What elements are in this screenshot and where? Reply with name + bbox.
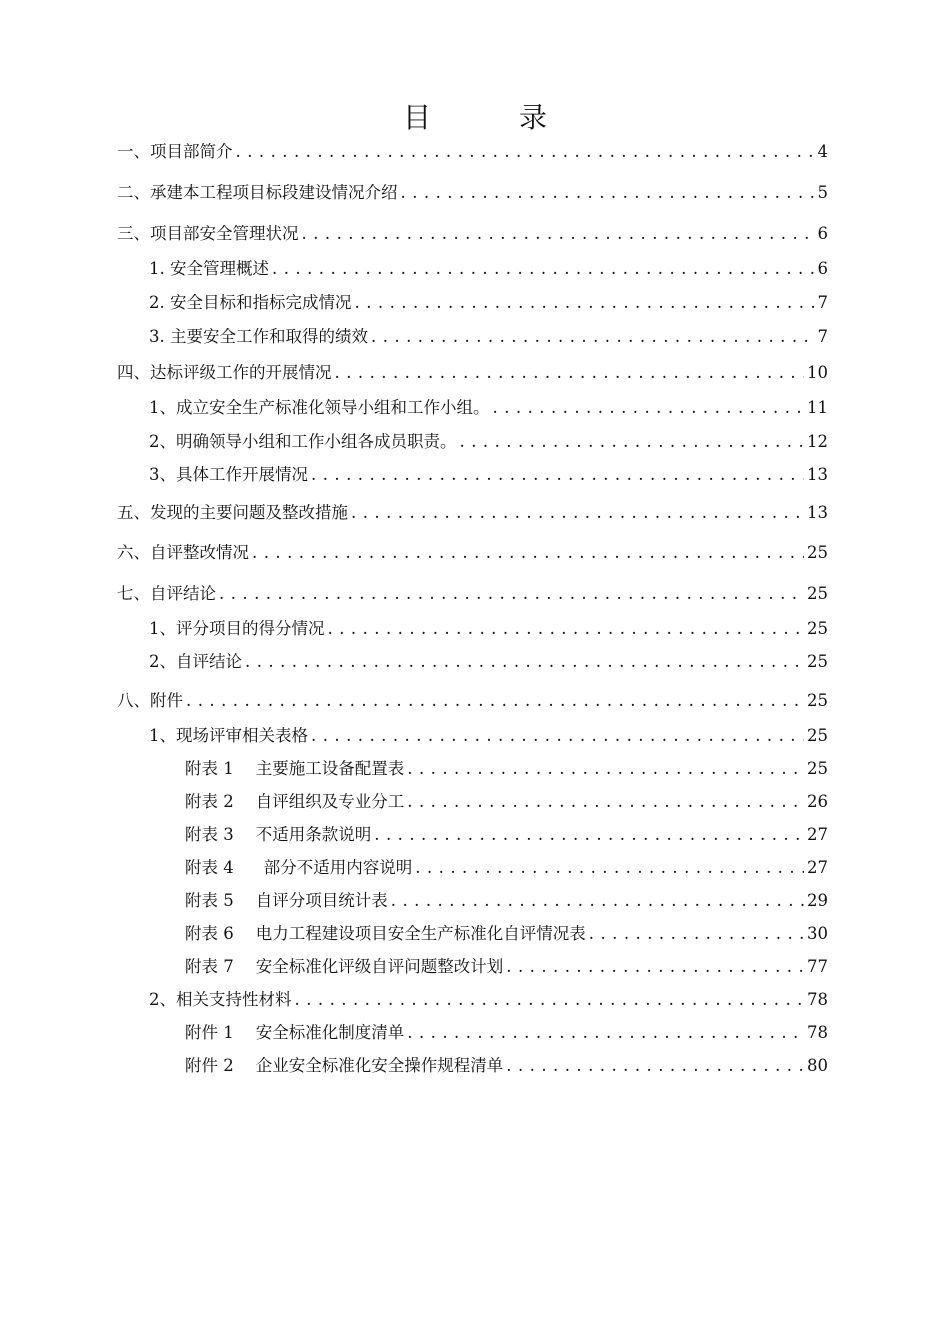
toc-entry-text: 电力工程建设项目安全生产标准化自评情况表 — [255, 924, 586, 943]
toc-entry-page: 11 — [807, 398, 828, 417]
toc-entry-page: 25 — [807, 619, 828, 638]
toc-leader-dots — [311, 720, 804, 752]
toc-entry-page: 25 — [807, 691, 828, 710]
toc-entry-label — [185, 753, 404, 785]
toc-leader-dots — [252, 537, 804, 569]
toc-leader-dots — [415, 852, 804, 884]
toc-entry-page: 7 — [817, 327, 828, 346]
toc-entry-page: 78 — [807, 1023, 828, 1042]
toc-entry-text: 自评组织及专业分工 — [255, 792, 405, 811]
toc-entry-number: 附表 5 — [185, 891, 234, 910]
toc-entry-label: 七、自评结论 — [117, 584, 216, 603]
toc-leader-dots — [311, 459, 804, 491]
toc-entry-text: 企业安全标准化安全操作规程清单 — [255, 1056, 504, 1075]
toc-entry-number: 附件 2 — [185, 1056, 234, 1075]
toc-entry-number: 附件 1 — [185, 1023, 234, 1042]
toc-entry[interactable] — [117, 177, 828, 209]
toc-entry[interactable] — [117, 685, 828, 717]
toc-entry[interactable] — [185, 786, 828, 818]
toc-entry[interactable] — [185, 819, 828, 851]
toc-entry-label: 六、自评整改情况 — [117, 543, 249, 562]
toc-entry[interactable] — [185, 1017, 828, 1049]
toc-leader-dots — [493, 392, 805, 424]
toc-leader-dots — [351, 497, 804, 529]
toc-entry-label: 1、成立安全生产标准化领导小组和工作小组。 — [149, 398, 490, 417]
toc-entry-number: 附表 4 — [185, 858, 234, 877]
toc-entry[interactable] — [149, 392, 828, 424]
toc-entry[interactable] — [149, 984, 828, 1016]
toc-entry[interactable] — [149, 287, 828, 319]
toc-leader-dots — [295, 984, 805, 1016]
toc-entry-page: 12 — [807, 432, 828, 451]
toc-entry-label: 2、自评结论 — [149, 652, 242, 671]
toc-entry-page: 27 — [807, 825, 828, 844]
toc-entry-text: 不适用条款说明 — [255, 825, 372, 844]
toc-entry-label: 3、具体工作开展情况 — [149, 465, 308, 484]
toc-entry-page: 7 — [817, 293, 828, 312]
toc-entry[interactable] — [149, 321, 828, 353]
toc-entry-page: 26 — [807, 792, 828, 811]
toc-entry-text: 自评分项目统计表 — [255, 891, 388, 910]
toc-leader-dots — [401, 177, 815, 209]
toc-leader-dots — [391, 885, 804, 917]
toc-entry-page: 25 — [807, 652, 828, 671]
toc-entry-label: 2、明确领导小组和工作小组各成员职责。 — [149, 432, 457, 451]
toc-entry[interactable] — [117, 578, 828, 610]
toc-entry-text: 部分不适用内容说明 — [263, 858, 413, 877]
toc-leader-dots — [460, 426, 805, 458]
toc-entry-label — [185, 1017, 404, 1049]
toc-entry-label: 四、达标评级工作的开展情况 — [117, 363, 332, 382]
toc-entry-text: 主要施工设备配置表 — [255, 759, 405, 778]
toc-entry-page: 25 — [807, 726, 828, 745]
toc-leader-dots — [186, 685, 804, 717]
toc-leader-dots — [219, 578, 804, 610]
toc-leader-dots — [236, 136, 815, 168]
toc-entry[interactable] — [117, 357, 828, 389]
toc-entry-number: 附表 2 — [185, 792, 234, 811]
toc-entry-text: 安全标准化制度清单 — [255, 1023, 405, 1042]
toc-entry-page: 80 — [807, 1056, 828, 1075]
toc-leader-dots — [374, 819, 804, 851]
toc-leader-dots — [407, 753, 804, 785]
toc-entry-number: 附表 3 — [185, 825, 234, 844]
toc-entry-label: 2. 安全目标和指标完成情况 — [149, 293, 352, 312]
toc-entry-page: 13 — [807, 503, 828, 522]
toc-leader-dots — [335, 357, 805, 389]
toc-entry[interactable] — [185, 951, 828, 983]
toc-entry[interactable] — [185, 885, 828, 917]
toc-leader-dots — [407, 786, 804, 818]
toc-entry-label — [185, 885, 388, 917]
toc-entry-label — [185, 786, 404, 818]
toc-entry[interactable] — [149, 646, 828, 678]
toc-leader-dots — [328, 613, 805, 645]
toc-leader-dots — [245, 646, 804, 678]
toc-entry-page: 77 — [807, 957, 828, 976]
toc-entry-page: 25 — [807, 759, 828, 778]
toc-entry-page: 6 — [817, 224, 828, 243]
toc-entry-label — [185, 918, 586, 950]
toc-entry-page: 30 — [807, 924, 828, 943]
toc-entry[interactable] — [185, 1050, 828, 1082]
toc-entry-label: 2、相关支持性材料 — [149, 990, 292, 1009]
toc-entry[interactable] — [117, 497, 828, 529]
toc-entry-label — [185, 1050, 503, 1082]
toc-entry-page: 29 — [807, 891, 828, 910]
toc-leader-dots — [506, 951, 804, 983]
toc-entry-page: 13 — [807, 465, 828, 484]
toc-entry-label: 八、附件 — [117, 691, 183, 710]
toc-entry-page: 78 — [807, 990, 828, 1009]
toc-leader-dots — [589, 918, 804, 950]
toc-entry[interactable] — [149, 720, 828, 752]
toc-leader-dots — [272, 253, 815, 285]
toc-entry[interactable] — [117, 136, 828, 168]
toc-entry[interactable] — [117, 218, 828, 250]
toc-leader-dots — [407, 1017, 804, 1049]
toc-entry-label — [185, 852, 412, 884]
toc-entry-label — [185, 819, 371, 851]
toc-leader-dots — [355, 287, 815, 319]
toc-entry[interactable] — [117, 537, 828, 569]
toc-entry-label — [185, 951, 503, 983]
page-title: 目 录 — [402, 101, 577, 134]
toc-entry-number: 附表 7 — [185, 957, 234, 976]
toc-entry-page: 5 — [817, 183, 828, 202]
toc-entry[interactable] — [149, 426, 828, 458]
toc-entry-page: 4 — [817, 142, 828, 161]
toc-entry-label: 三、项目部安全管理状况 — [117, 224, 299, 243]
toc-entry[interactable] — [185, 852, 828, 884]
toc-entry-page: 27 — [807, 858, 828, 877]
toc-entry-label: 1. 安全管理概述 — [149, 259, 269, 278]
toc-entry-label: 五、发现的主要问题及整改措施 — [117, 503, 348, 522]
toc-entry-page: 25 — [807, 543, 828, 562]
toc-entry[interactable] — [185, 753, 828, 785]
toc-entry[interactable] — [149, 253, 828, 285]
toc-entry[interactable] — [149, 613, 828, 645]
toc-entry[interactable] — [185, 918, 828, 950]
toc-entry-label: 1、现场评审相关表格 — [149, 726, 308, 745]
toc-entry-number: 附表 6 — [185, 924, 234, 943]
toc-entry-label: 3. 主要安全工作和取得的绩效 — [149, 327, 368, 346]
toc-entry-label: 一、项目部简介 — [117, 142, 233, 161]
toc-entry-number: 附表 1 — [185, 759, 234, 778]
toc-entry-page: 10 — [807, 363, 828, 382]
toc-entry-page: 6 — [817, 259, 828, 278]
toc-entry-text: 安全标准化评级自评问题整改计划 — [255, 957, 504, 976]
toc-leader-dots — [371, 321, 815, 353]
toc-entry-label: 1、评分项目的得分情况 — [149, 619, 325, 638]
toc-entry-label: 二、承建本工程项目标段建设情况介绍 — [117, 183, 398, 202]
toc-entry[interactable] — [149, 459, 828, 491]
toc-leader-dots — [506, 1050, 804, 1082]
toc-entry-page: 25 — [807, 584, 828, 603]
toc-leader-dots — [302, 218, 815, 250]
